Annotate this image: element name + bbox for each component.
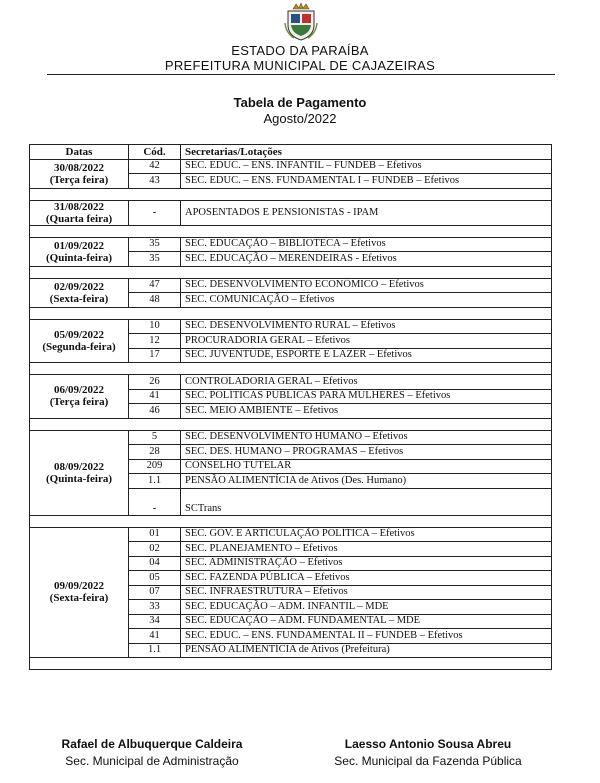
payment-date: 09/09/2022 — [53, 580, 105, 593]
payment-weekday: (Quinta-feira) — [46, 251, 112, 264]
spacer-cell — [30, 307, 552, 319]
code-cell: 10 — [129, 319, 181, 334]
signatory-name: Laesso Antonio Sousa Abreu — [344, 737, 512, 751]
code-cell: 209 — [129, 459, 181, 474]
payment-date-cell — [30, 527, 129, 658]
payment-date-cell — [30, 430, 129, 515]
payment-date-cell — [30, 200, 129, 225]
code-cell: 41 — [129, 629, 181, 644]
section-cell: PENSÃO ALIMENTÍCIA de Ativos (Prefeitura) — [181, 643, 552, 658]
table-row — [30, 319, 552, 334]
prefecture-name: PREFEITURA MUNICIPAL DE CAJAZEIRAS — [164, 58, 436, 73]
section-cell: SEC. JUVENTUDE, ESPORTE E LAZER – Efetivos — [181, 348, 552, 363]
code-cell: - — [129, 488, 181, 515]
section-cell: APOSENTADOS E PENSIONISTAS - IPAM — [181, 200, 552, 225]
document-subtitle: Agosto/2022 — [263, 111, 337, 126]
section-cell: SEC. PLANEJAMENTO – Efetivos — [181, 542, 552, 557]
table-row — [30, 278, 552, 293]
group-spacer-row — [30, 515, 552, 527]
payment-date: 08/09/2022 — [53, 460, 105, 473]
section-cell: SEC. COMUNICAÇÃO – Efetivos — [181, 293, 552, 308]
section-cell: SEC. ADMINISTRAÇÃO – Efetivos — [181, 556, 552, 571]
table-body — [30, 159, 552, 670]
code-cell: 42 — [129, 159, 181, 174]
section-cell: PENSÃO ALIMENTÍCIA de Ativos (Des. Humano) — [181, 474, 552, 489]
section-cell: CONSELHO TUTELAR — [181, 459, 552, 474]
code-cell: 07 — [129, 585, 181, 600]
code-cell: 5 — [129, 430, 181, 445]
column-header-section: Secretarias/Lotações — [181, 145, 552, 160]
table-row — [30, 159, 552, 174]
table-header-row — [30, 145, 552, 160]
code-cell: 26 — [129, 375, 181, 390]
payment-weekday: (Quinta-feira) — [46, 472, 112, 485]
code-cell: 43 — [129, 174, 181, 189]
section-cell: SEC. DESENVOLVIMENTO HUMANO – Efetivos — [181, 430, 552, 445]
payment-weekday: (Segunda-feira) — [42, 340, 116, 353]
payment-weekday: (Terça feira) — [49, 396, 109, 409]
section-cell: SEC. EDUCAÇÃO – BIBLIOTECA – Efetivos — [181, 237, 552, 252]
signatory-role: Sec. Municipal de Administração — [65, 754, 239, 768]
code-cell: 1.1 — [129, 474, 181, 489]
table-row — [30, 375, 552, 390]
section-cell: SEC. EDUCAÇÃO – ADM. INFANTIL – MDE — [181, 600, 552, 615]
section-cell: SEC. MEIO AMBIENTE – Efetivos — [181, 404, 552, 419]
payment-date-cell — [30, 375, 129, 419]
group-spacer-row — [30, 188, 552, 200]
spacer-cell — [30, 418, 552, 430]
payment-date: 02/09/2022 — [53, 280, 105, 293]
section-cell: SEC. INFRAESTRUTURA – Efetivos — [181, 585, 552, 600]
payment-table — [29, 144, 552, 670]
section-cell: SEC. EDUC. – ENS. INFANTIL – FUNDEB – Efetivos — [181, 159, 552, 174]
column-header-code: Cód. — [129, 145, 181, 160]
section-cell: SEC. FAZENDA PÚBLICA – Efetivos — [181, 571, 552, 586]
document-title: Tabela de Pagamento — [233, 95, 367, 110]
header-divider — [47, 74, 555, 75]
section-cell: SEC. DES. HUMANO – PROGRAMAS – Efetivos — [181, 445, 552, 460]
payment-date-cell — [30, 237, 129, 266]
signature-block-admin — [22, 737, 282, 768]
section-cell: SEC. EDUCAÇÃO – ADM. FUNDAMENTAL – MDE — [181, 614, 552, 629]
state-name: ESTADO DA PARAÍBA — [231, 43, 369, 58]
payment-weekday: (Sexta-feira) — [49, 292, 109, 305]
group-spacer-row — [30, 266, 552, 278]
code-cell: 17 — [129, 348, 181, 363]
payment-date-cell — [30, 319, 129, 363]
code-cell: 34 — [129, 614, 181, 629]
table-row — [30, 430, 552, 445]
code-cell: 41 — [129, 389, 181, 404]
code-cell: 33 — [129, 600, 181, 615]
code-cell: 1.1 — [129, 643, 181, 658]
section-cell: SEC. EDUC. – ENS. FUNDAMENTAL I – FUNDEB – Efetivos — [181, 174, 552, 189]
signatory-name: Rafael de Albuquerque Caldeira — [61, 737, 243, 751]
section-cell: SEC. DESENVOLVIMENTO RURAL – Efetivos — [181, 319, 552, 334]
section-cell: CONTROLADORIA GERAL – Efetivos — [181, 375, 552, 390]
code-cell: 01 — [129, 527, 181, 542]
section-cell: SEC. POLÍTICAS PÚBLICAS PARA MULHERES – Efetivos — [181, 389, 552, 404]
payment-date: 01/09/2022 — [53, 239, 105, 252]
payment-weekday: (Sexta-feira) — [49, 592, 109, 605]
table-row — [30, 200, 552, 225]
column-header-dates: Datas — [30, 145, 129, 160]
group-spacer-row — [30, 658, 552, 670]
code-cell: 28 — [129, 445, 181, 460]
code-cell: 12 — [129, 334, 181, 349]
code-cell: 04 — [129, 556, 181, 571]
section-cell: SEC. GOV. E ARTICULAÇÃO POLÍTICA – Efetivos — [181, 527, 552, 542]
code-cell: 35 — [129, 252, 181, 267]
signatory-role: Sec. Municipal da Fazenda Pública — [334, 754, 522, 768]
payment-date: 06/09/2022 — [53, 384, 105, 397]
code-cell: 46 — [129, 404, 181, 419]
code-cell: 02 — [129, 542, 181, 557]
spacer-cell — [30, 225, 552, 237]
group-spacer-row — [30, 225, 552, 237]
section-cell: SEC. EDUC. – ENS. FUNDAMENTAL II – FUNDEB – Efetivos — [181, 629, 552, 644]
group-spacer-row — [30, 307, 552, 319]
payment-date-cell — [30, 159, 129, 188]
code-cell: 35 — [129, 237, 181, 252]
section-cell: SEC. DESENVOLVIMENTO ECONÔMICO – Efetivos — [181, 278, 552, 293]
spacer-cell — [30, 266, 552, 278]
payment-date: 31/08/2022 — [53, 200, 105, 213]
spacer-cell — [30, 658, 552, 670]
group-spacer-row — [30, 363, 552, 375]
section-cell: PROCURADORIA GERAL – Efetivos — [181, 334, 552, 349]
payment-date: 05/09/2022 — [53, 328, 105, 341]
section-cell: SEC. EDUCAÇÃO – MERENDEIRAS - Efetivos — [181, 252, 552, 267]
code-cell: 47 — [129, 278, 181, 293]
code-cell: 05 — [129, 571, 181, 586]
code-cell: 48 — [129, 293, 181, 308]
spacer-cell — [30, 188, 552, 200]
group-spacer-row — [30, 418, 552, 430]
table-row — [30, 237, 552, 252]
section-cell: SCTrans — [181, 488, 552, 515]
payment-date: 30/08/2022 — [53, 161, 105, 174]
payment-weekday: (Terça feira) — [49, 173, 109, 186]
spacer-cell — [30, 363, 552, 375]
payment-weekday: (Quarta feira) — [45, 212, 113, 225]
table-row — [30, 527, 552, 542]
payment-date-cell — [30, 278, 129, 307]
signature-block-finance — [298, 737, 558, 768]
code-cell: - — [129, 200, 181, 225]
spacer-cell — [30, 515, 552, 527]
coat-of-arms-seal — [284, 3, 318, 41]
